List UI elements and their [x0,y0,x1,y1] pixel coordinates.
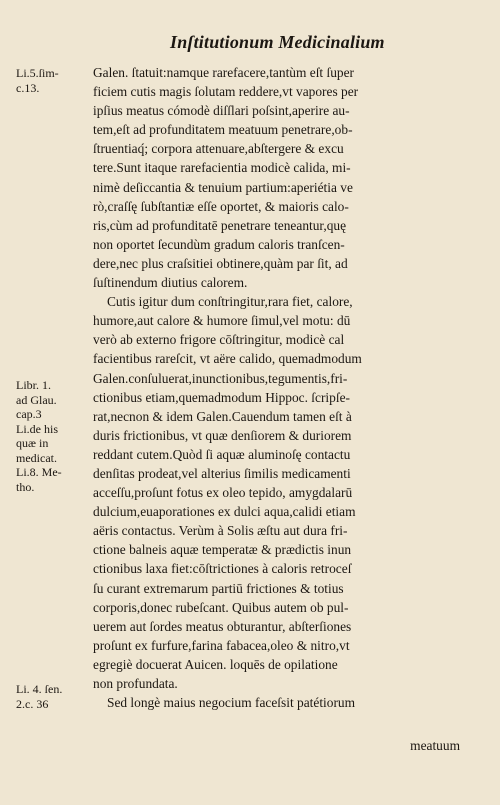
margin-note-line: Li.8. Me- [16,465,62,479]
text-line: ipſius meatus cómodè diſſlari poſsint,aperire au- [93,103,350,119]
margin-note-line: Li.5.ſim- [16,66,59,80]
margin-note-line: Li.de his [16,421,58,436]
margin-note-line: medicat. [16,450,57,465]
margin-note-line: c.13. [16,80,40,95]
text-line: Cutis igitur dum conſtringitur,rara fiet, calore, [107,294,353,310]
text-line: non profundata. [93,676,178,691]
text-line: ficiem cutis magis ſolutam reddere,vt vapores per [93,84,359,100]
text-line: acceſſu,proſunt fotus ex oleo tepido, amygdalarū [93,485,353,501]
text-line: verò ab externo frigore cōſtringitur, modicè cal [93,332,345,348]
margin-note [16,682,90,711]
margin-note [16,66,90,95]
text-line: duris frictionibus, vt quæ denſiorem & duriorem [93,427,352,443]
text-line: dere,nec plus craſsitiei obtinere,quàm par ſit, ad [93,255,348,271]
text-line: humore,aut calore & humore ſimul,vel motu: dū [93,313,351,329]
margin-note-line: Li. 4. ſen. [16,682,63,696]
text-line: uerem aut ſordes meatus obturantur, abſterſiones [93,618,352,634]
text-line: ſuſtinendum diutius calorem. [93,275,248,291]
margin-note-line: 2.c. 36 [16,696,49,711]
text-line: nimè deſiccantia & tenuium partium:aperiétia ve [93,179,353,195]
text-line: ſu curant extremarum partiū frictiones & totius [93,580,344,596]
text-line: denſitas prodeat,vel alterius ſimilis medicamenti [93,465,351,481]
text-line: facientibus rareſcit, vt aëre calido, quemadmodum [93,351,362,367]
text-line: dulcium,euaporationes ex dulci aqua,calidi etiam [93,504,356,520]
text-line: Galen.conſuluerat,inunctionibus,tegumentis,fri- [93,370,348,386]
catchword: meatuum [410,738,460,753]
text-line: corporis,donec rubeſcant. Quibus autem ob pul- [93,599,349,615]
text-line: non oportet ſecundùm gradum caloris tranſcen- [93,236,345,252]
text-line: egregiè docuerat Auicen. loquēs de opilatione [93,656,338,672]
text-line: aëris contactus. Verùm à Solis æſtu aut dura fri- [93,523,348,539]
margin-note-line: tho. [16,479,35,494]
text-line: ctionibus laxa fiet:cōſtrictiones à caloris retroceſ [93,561,352,577]
margin-note-line: ad Glau. [16,392,57,407]
text-line: rat,necnon & idem Galen.Cauendum tamen eſt à [93,408,352,424]
text-line: ctione balneis aquæ temperatæ & prædictis inun [93,542,352,558]
text-line: rò,craſſę ſubſtantiæ eſſe oportet, & maioris calo- [93,198,349,214]
text-line: ris,cùm ad profunditatē penetrare teneantur,quę [93,217,347,233]
text-line: ctionibus etiam,quemadmodum Hippoc. ſcripſe- [93,389,350,405]
body-text [93,63,465,712]
text-line: reddant cutem.Quòd ſi aquæ aluminoſę contactu [93,446,351,462]
text-line: proſunt ex furfure,farina fabacea,oleo & nitro,vt [93,637,350,653]
running-header: Inſtitutionum Medicinalium [170,32,385,52]
margin-note [16,378,90,494]
text-line: tere.Sunt itaque rarefacientia modicè calida, mi- [93,160,351,176]
text-line: Sed longè maius negocium faceſsit patétiorum [107,695,356,711]
text-line: ſtruentiaq́; corpora attenuare,abſtergere & excu [93,141,344,157]
margin-note-line: quæ in [16,436,49,450]
text-line: Galen. ſtatuit:namque rarefacere,tantùm eſt ſuper [93,65,354,80]
margin-note-line: cap.3 [16,407,42,421]
text-line: tem,eſt ad profunditatem meatuum penetrare,ob- [93,122,353,138]
margin-note-line: Libr. 1. [16,378,51,392]
